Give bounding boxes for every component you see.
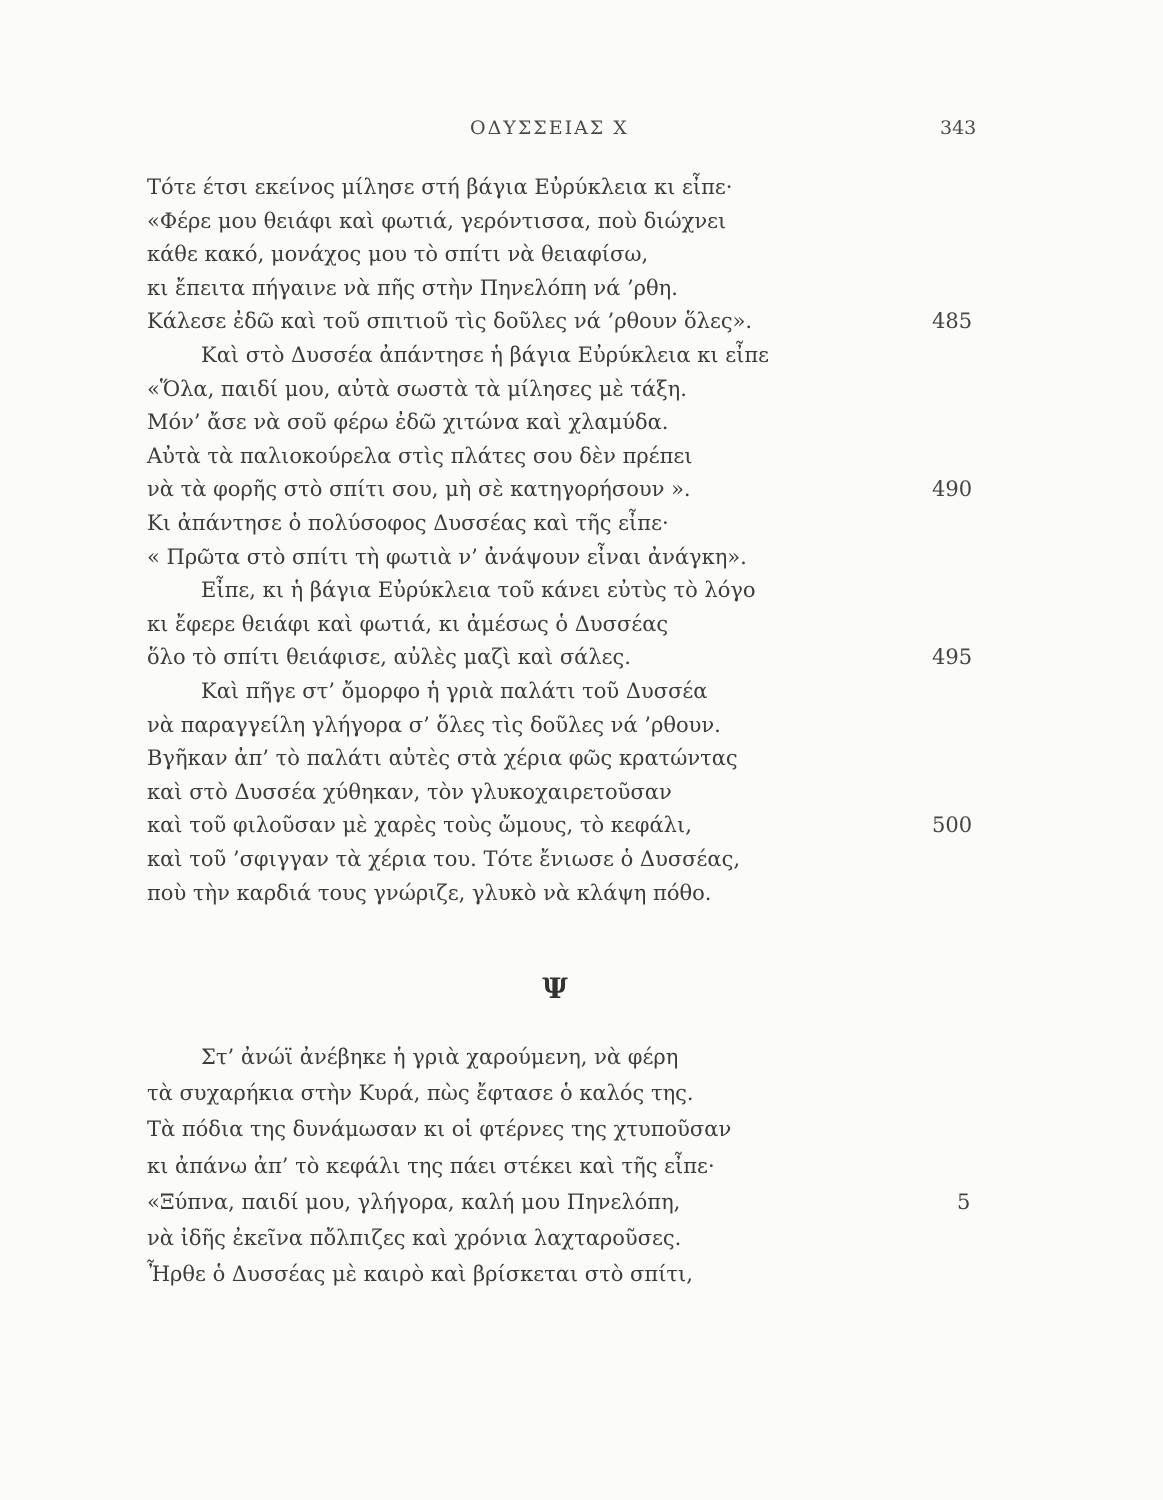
verse-line: Μόν’ ἄσε νὰ σοῦ φέρω ἐδῶ χιτώνα καὶ χλαμύδα. [147, 410, 669, 435]
running-title: ΟΔΥΣΣΕΙΑΣ Χ [470, 117, 629, 139]
verse-line: «Ξύπνα, παιδί μου, γλήγορα, καλή μου Πηνελόπη, [147, 1189, 681, 1214]
verse-line: καὶ στὸ Δυσσέα χύθηκαν, τὸν γλυκοχαιρετοῦσαν [147, 779, 672, 804]
book-heading-psi: Ψ [542, 972, 568, 1005]
verse-line: νὰ παραγγείλη γλήγορα σ’ ὅλες τὶς δοῦλες νά ’ρθουν. [147, 712, 721, 737]
verse-line: Τότε έτσι εκείνος μίλησε στή βάγια Εὐρύκλεια κι εἶπε· [147, 175, 733, 199]
verse-line: Καὶ πῆγε στ’ ὄμορφο ἡ γριὰ παλάτι τοῦ Δυσσέα [201, 679, 708, 703]
verse-line: καὶ τοῦ ’σφιγγαν τὰ χέρια του. Τότε ἔνιωσε ὁ Δυσσέας, [147, 847, 741, 871]
verse-line: κι ἀπάνω ἀπ’ τὸ κεφάλι της πάει στέκει καὶ τῆς εἶπε· [147, 1153, 715, 1178]
verse-line: Κάλεσε ἐδῶ καὶ τοῦ σπιτιοῦ τὶς δοῦλες νά ’ρθουν ὅλες». [147, 309, 753, 334]
verse-line: ποὺ τὴν καρδιά τους γνώριζε, γλυκὸ νὰ κλάψη πόθο. [147, 880, 712, 905]
line-number: 500 [932, 813, 973, 838]
line-number: 490 [932, 477, 973, 502]
verse-line: νὰ ἰδῆς ἐκεῖνα πὄλπιζες καὶ χρόνια λαχταροῦσες. [147, 1226, 682, 1250]
line-number: 495 [932, 645, 973, 670]
verse-line: καὶ τοῦ φιλοῦσαν μὲ χαρὲς τοὺς ὤμους, τὸ κεφάλι, [147, 813, 692, 838]
verse-line: κι ἔπειτα πήγαινε νὰ πῆς στὴν Πηνελόπη νά ’ρθη. [147, 275, 678, 300]
verse-line: «Ὅλα, παιδί μου, αὐτὰ σωστὰ τὰ μίλησες μὲ τάξη. [147, 376, 687, 401]
verse-line: Καὶ στὸ Δυσσέα ἀπάντησε ἡ βάγια Εὐρύκλεια κι εἶπε [201, 343, 770, 367]
verse-line: Ἦρθε ὁ Δυσσέας μὲ καιρὸ καὶ βρίσκεται στὸ σπίτι, [147, 1262, 693, 1287]
line-number: 5 [957, 1189, 971, 1214]
line-number: 485 [932, 309, 973, 334]
verse-line: « Πρῶτα στὸ σπίτι τὴ φωτιὰ ν’ ἀνάψουν εἶναι ἀνάγκη». [147, 544, 747, 569]
verse-line: ὅλο τὸ σπίτι θειάφισε, αὐλὲς μαζὶ καὶ σάλες. [147, 645, 631, 670]
verse-line: νὰ τὰ φορῆς στὸ σπίτι σου, μὴ σὲ κατηγορήσουν ». [147, 477, 691, 502]
page-header [0, 117, 1163, 147]
verse-line: κάθε κακό, μονάχος μου τὸ σπίτι νὰ θειαφίσω, [147, 242, 649, 267]
verse-line: Τὰ πόδια της δυνάμωσαν κι οἱ φτέρνες της χτυποῦσαν [147, 1117, 732, 1142]
page-number: 343 [940, 117, 977, 139]
verse-line: Βγῆκαν ἀπ’ τὸ παλάτι αὐτὲς στὰ χέρια φῶς κρατώντας [147, 746, 738, 771]
verse-line: Αὐτὰ τὰ παλιοκούρελα στὶς πλάτες σου δὲν πρέπει [147, 443, 693, 468]
verse-line: «Φέρε μου θειάφι καὶ φωτιά, γερόντισσα, ποὺ διώχνει [147, 208, 727, 233]
verse-line: τὰ συχαρήκια στὴν Κυρά, πὼς ἔφτασε ὁ καλός της. [147, 1081, 694, 1106]
verse-line: Κι ἀπάντησε ὁ πολύσοφος Δυσσέας καὶ τῆς εἶπε· [147, 511, 669, 535]
verse-line: Στ’ ἀνώϊ ἀνέβηκε ἡ γριὰ χαρούμενη, νὰ φέρη [201, 1045, 679, 1069]
verse-line: Εἶπε, κι ἡ βάγια Εὐρύκλεια τοῦ κάνει εὐτὺς τὸ λόγο [201, 578, 756, 603]
verse-line: κι ἔφερε θειάφι καὶ φωτιά, κι ἀμέσως ὁ Δυσσέας [147, 611, 669, 636]
